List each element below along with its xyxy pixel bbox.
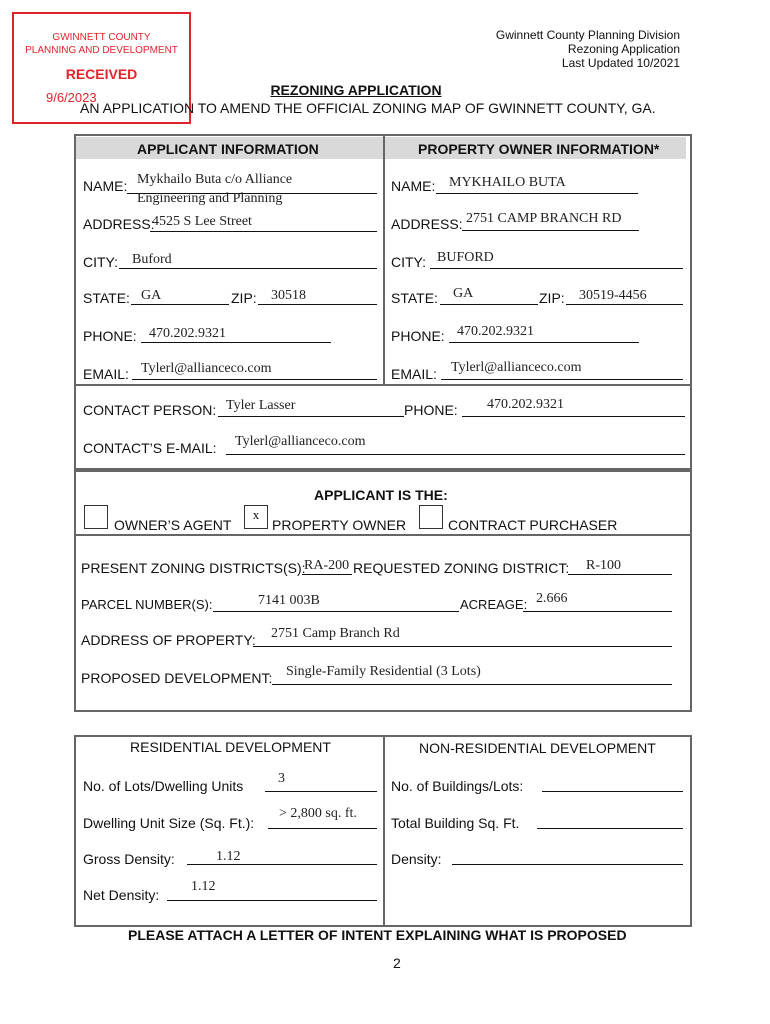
nonresidential-heading: NON-RESIDENTIAL DEVELOPMENT bbox=[419, 740, 656, 756]
owner-state-line bbox=[440, 304, 538, 305]
owner-name-line bbox=[436, 193, 638, 194]
owner-name-value[interactable]: MYKHAILO BUTA bbox=[449, 175, 566, 190]
contact-email-line bbox=[226, 454, 685, 455]
stamp-department: PLANNING AND DEVELOPMENT bbox=[25, 45, 178, 56]
applicant-address-label: ADDRESS: bbox=[83, 216, 155, 232]
applicant-email-line bbox=[132, 379, 377, 380]
contact-person-label: CONTACT PERSON: bbox=[83, 402, 217, 418]
applicant-name-label: NAME: bbox=[83, 178, 128, 194]
applicant-email-label: EMAIL: bbox=[83, 366, 129, 382]
acreage-value[interactable]: 2.666 bbox=[536, 591, 568, 606]
owner-zip-value[interactable]: 30519-4456 bbox=[579, 288, 647, 303]
acreage-label: ACREAGE: bbox=[460, 597, 528, 612]
owner-heading: PROPERTY OWNER INFORMATION* bbox=[418, 141, 660, 157]
proposed-development-value[interactable]: Single-Family Residential (3 Lots) bbox=[286, 664, 481, 679]
page-header bbox=[496, 28, 680, 70]
owner-address-label: ADDRESS: bbox=[391, 216, 463, 232]
owners-agent-checkbox[interactable] bbox=[84, 505, 108, 529]
page-title: REZONING APPLICATION bbox=[270, 82, 442, 98]
buildings-label: No. of Buildings/Lots: bbox=[391, 778, 524, 794]
unit-size-value[interactable]: > 2,800 sq. ft. bbox=[279, 806, 357, 821]
gross-density-label: Gross Density: bbox=[83, 851, 175, 867]
building-sqft-label: Total Building Sq. Ft. bbox=[391, 815, 520, 831]
applicant-city-line bbox=[119, 268, 377, 269]
applicant-state-value[interactable]: GA bbox=[141, 288, 162, 303]
lots-line bbox=[265, 791, 377, 792]
applicant-phone-label: PHONE: bbox=[83, 328, 137, 344]
contact-person-line bbox=[218, 416, 404, 417]
applicant-zip-value[interactable]: 30518 bbox=[271, 288, 306, 303]
applicant-state-line bbox=[131, 304, 229, 305]
proposed-development-line bbox=[272, 684, 672, 685]
stamp-county: GWINNETT COUNTY bbox=[52, 32, 151, 43]
owner-state-value[interactable]: GA bbox=[453, 286, 474, 301]
applicant-is-heading: APPLICANT IS THE: bbox=[314, 487, 448, 503]
owner-city-value[interactable]: BUFORD bbox=[437, 250, 494, 265]
applicant-zip-label: ZIP: bbox=[231, 290, 257, 306]
buildings-line bbox=[542, 791, 683, 792]
density-label: Density: bbox=[391, 851, 442, 867]
contract-purchaser-checkbox[interactable] bbox=[419, 505, 443, 529]
contact-email-label: CONTACT’S E-MAIL: bbox=[83, 440, 217, 456]
net-density-label: Net Density: bbox=[83, 887, 160, 903]
property-address-value[interactable]: 2751 Camp Branch Rd bbox=[271, 626, 400, 641]
applicant-address-line bbox=[150, 231, 377, 232]
column-divider bbox=[383, 134, 385, 386]
applicant-name-value[interactable]: Mykhailo Buta c/o Alliance bbox=[137, 172, 293, 187]
applicant-phone-line bbox=[141, 342, 331, 343]
gross-density-value[interactable]: 1.12 bbox=[216, 849, 241, 864]
applicant-zip-line bbox=[258, 304, 377, 305]
present-zoning-label: PRESENT ZONING DISTRICTS(S): bbox=[81, 560, 306, 576]
owner-city-label: CITY: bbox=[391, 254, 427, 270]
requested-zoning-value[interactable]: R-100 bbox=[586, 558, 621, 573]
applicant-type-divider bbox=[74, 534, 690, 536]
owner-email-value[interactable]: Tylerl@allianceco.com bbox=[451, 360, 582, 375]
parcel-number-line bbox=[213, 611, 459, 612]
owner-city-line bbox=[430, 268, 683, 269]
owner-address-value[interactable]: 2751 CAMP BRANCH RD bbox=[466, 211, 622, 226]
parcel-number-label: PARCEL NUMBER(S): bbox=[81, 597, 213, 612]
density-line bbox=[452, 864, 683, 865]
property-owner-label: PROPERTY OWNER bbox=[272, 517, 407, 533]
property-owner-checkbox[interactable]: x bbox=[244, 505, 268, 529]
owner-email-label: EMAIL: bbox=[391, 366, 437, 382]
residential-heading: RESIDENTIAL DEVELOPMENT bbox=[130, 739, 331, 755]
applicant-state-label: STATE: bbox=[83, 290, 130, 306]
lots-value[interactable]: 3 bbox=[278, 771, 285, 786]
acreage-line bbox=[523, 611, 672, 612]
applicant-phone-value[interactable]: 470.202.9321 bbox=[149, 326, 226, 341]
proposed-development-label: PROPOSED DEVELOPMENT: bbox=[81, 670, 273, 686]
page-subtitle: AN APPLICATION TO AMEND THE OFFICIAL ZONING MAP OF GWINNETT COUNTY, GA. bbox=[80, 100, 656, 116]
applicant-email-value[interactable]: Tylerl@allianceco.com bbox=[141, 361, 272, 376]
building-sqft-line bbox=[537, 828, 683, 829]
unit-size-line bbox=[268, 828, 377, 829]
property-address-label: ADDRESS OF PROPERTY: bbox=[81, 632, 256, 648]
owner-zip-line bbox=[566, 304, 683, 305]
applicant-city-value[interactable]: Buford bbox=[132, 252, 172, 267]
contact-phone-value[interactable]: 470.202.9321 bbox=[487, 397, 564, 412]
header-division: Gwinnett County Planning Division bbox=[495, 28, 680, 42]
contract-purchaser-label: CONTRACT PURCHASER bbox=[448, 517, 618, 533]
present-zoning-line bbox=[302, 574, 352, 575]
owner-state-label: STATE: bbox=[391, 290, 438, 306]
applicant-heading: APPLICANT INFORMATION bbox=[137, 141, 319, 157]
contact-phone-label: PHONE: bbox=[404, 402, 458, 418]
property-address-line bbox=[253, 646, 672, 647]
net-density-line bbox=[167, 900, 377, 901]
section-divider bbox=[74, 384, 690, 386]
owner-phone-line bbox=[449, 342, 639, 343]
owner-email-line bbox=[441, 379, 683, 380]
owner-name-label: NAME: bbox=[391, 178, 436, 194]
stamp-date: 9/6/2023 bbox=[46, 90, 97, 105]
applicant-address-value[interactable]: 4525 S Lee Street bbox=[152, 214, 252, 229]
header-updated: Last Updated 10/2021 bbox=[561, 56, 680, 70]
letter-of-intent-note: PLEASE ATTACH A LETTER OF INTENT EXPLAINING WHAT IS PROPOSED bbox=[128, 927, 627, 943]
net-density-value[interactable]: 1.12 bbox=[191, 879, 216, 894]
development-column-divider bbox=[383, 735, 385, 925]
page-number: 2 bbox=[393, 955, 401, 971]
contact-person-value[interactable]: Tyler Lasser bbox=[226, 398, 296, 413]
unit-size-label: Dwelling Unit Size (Sq. Ft.): bbox=[83, 815, 255, 831]
requested-zoning-line bbox=[568, 574, 672, 575]
present-zoning-value[interactable]: RA-200 bbox=[304, 558, 350, 573]
applicant-name-value-2[interactable]: Engineering and Planning bbox=[137, 191, 283, 206]
requested-zoning-label: REQUESTED ZONING DISTRICT: bbox=[353, 560, 570, 576]
owner-phone-label: PHONE: bbox=[391, 328, 445, 344]
owner-phone-value[interactable]: 470.202.9321 bbox=[457, 324, 534, 339]
owner-address-line bbox=[462, 230, 639, 231]
header-form-name: Rezoning Application bbox=[567, 42, 680, 56]
applicant-city-label: CITY: bbox=[83, 254, 119, 270]
stamp-received: RECEIVED bbox=[65, 66, 138, 82]
lots-label: No. of Lots/Dwelling Units bbox=[83, 778, 244, 794]
owners-agent-label: OWNER’S AGENT bbox=[114, 517, 232, 533]
owner-zip-label: ZIP: bbox=[539, 290, 565, 306]
parcel-number-value[interactable]: 7141 003B bbox=[258, 593, 320, 608]
contact-email-value[interactable]: Tylerl@allianceco.com bbox=[235, 434, 366, 449]
contact-phone-line bbox=[462, 416, 685, 417]
